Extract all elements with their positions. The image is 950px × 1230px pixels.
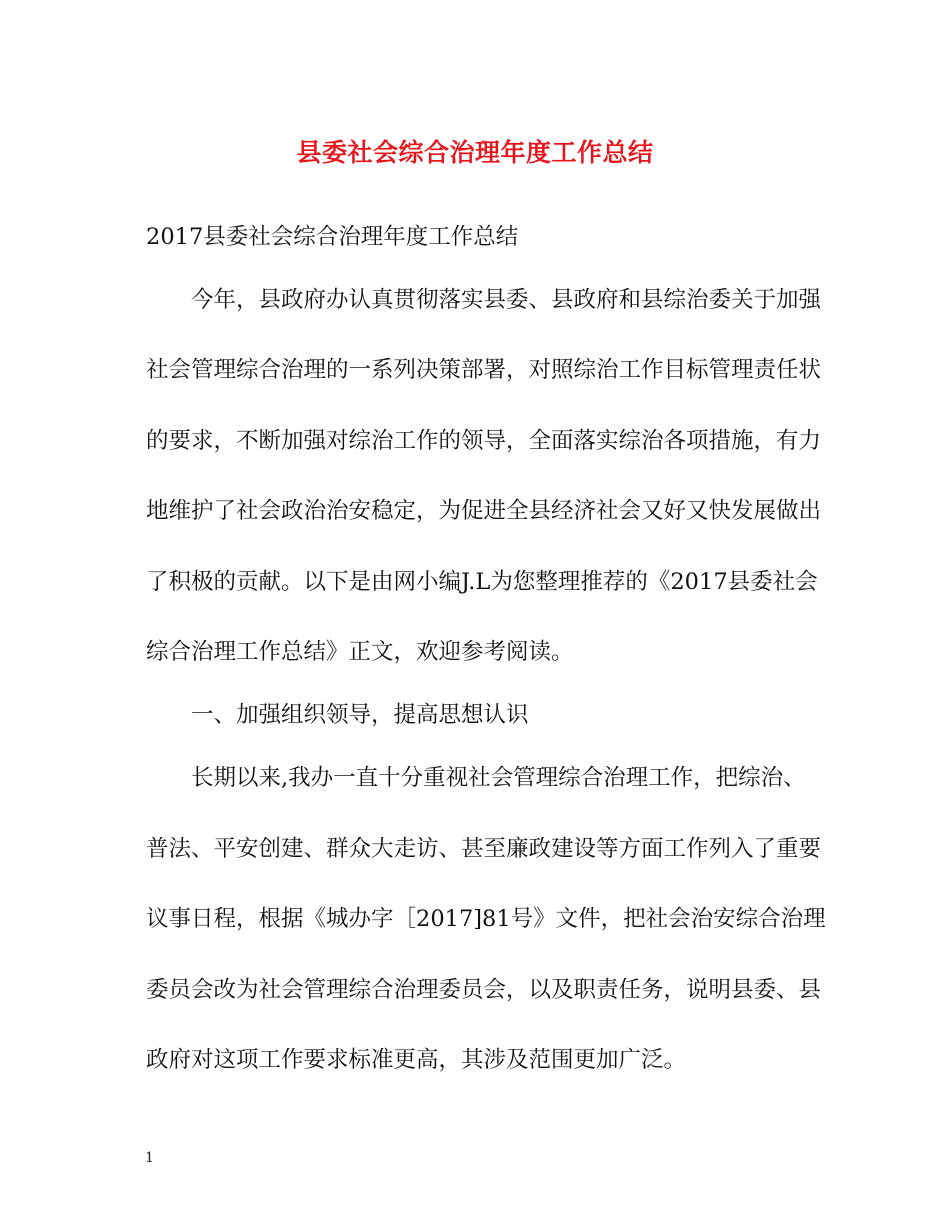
paragraph-line: 的要求，不断加强对综治工作的领导，全面落实综治各项措施，有力 [146,428,822,454]
paragraph-line: 委员会改为社会管理综合治理委员会，以及职责任务，说明县委、县 [146,977,822,1003]
paragraph-line: 今年，县政府办认真贯彻落实县委、县政府和县综治委关于加强 [191,287,822,313]
paragraph-line: 综合治理工作总结》正文，欢迎参考阅读。 [146,639,574,665]
section-heading: 一、加强组织领导，提高思想认识 [191,702,529,728]
paragraph-line: 政府对这项工作要求标准更高，其涉及范围更加广泛。 [146,1047,687,1073]
paragraph-line: 地维护了社会政治治安稳定，为促进全县经济社会又好又快发展做出 [146,498,822,524]
paragraph-line: 长期以来,我办一直十分重视社会管理综合治理工作，把综治、 [191,765,806,791]
page-title: 县委社会综合治理年度工作总结 [296,138,654,167]
paragraph-line: 议事日程，根据《城办字［2017]81号》文件，把社会治安综合治理 [146,906,826,932]
paragraph-line: 了积极的贡献。以下是由网小编J.L为您整理推荐的《2017县委社会 [146,569,818,595]
document-subtitle: 2017县委社会综合治理年度工作总结 [146,224,519,250]
page-number: 1 [145,1150,154,1166]
paragraph-line: 社会管理综合治理的一系列决策部署，对照综治工作目标管理责任状 [146,357,822,383]
paragraph-line: 普法、平安创建、群众大走访、甚至廉政建设等方面工作列入了重要 [146,836,822,862]
